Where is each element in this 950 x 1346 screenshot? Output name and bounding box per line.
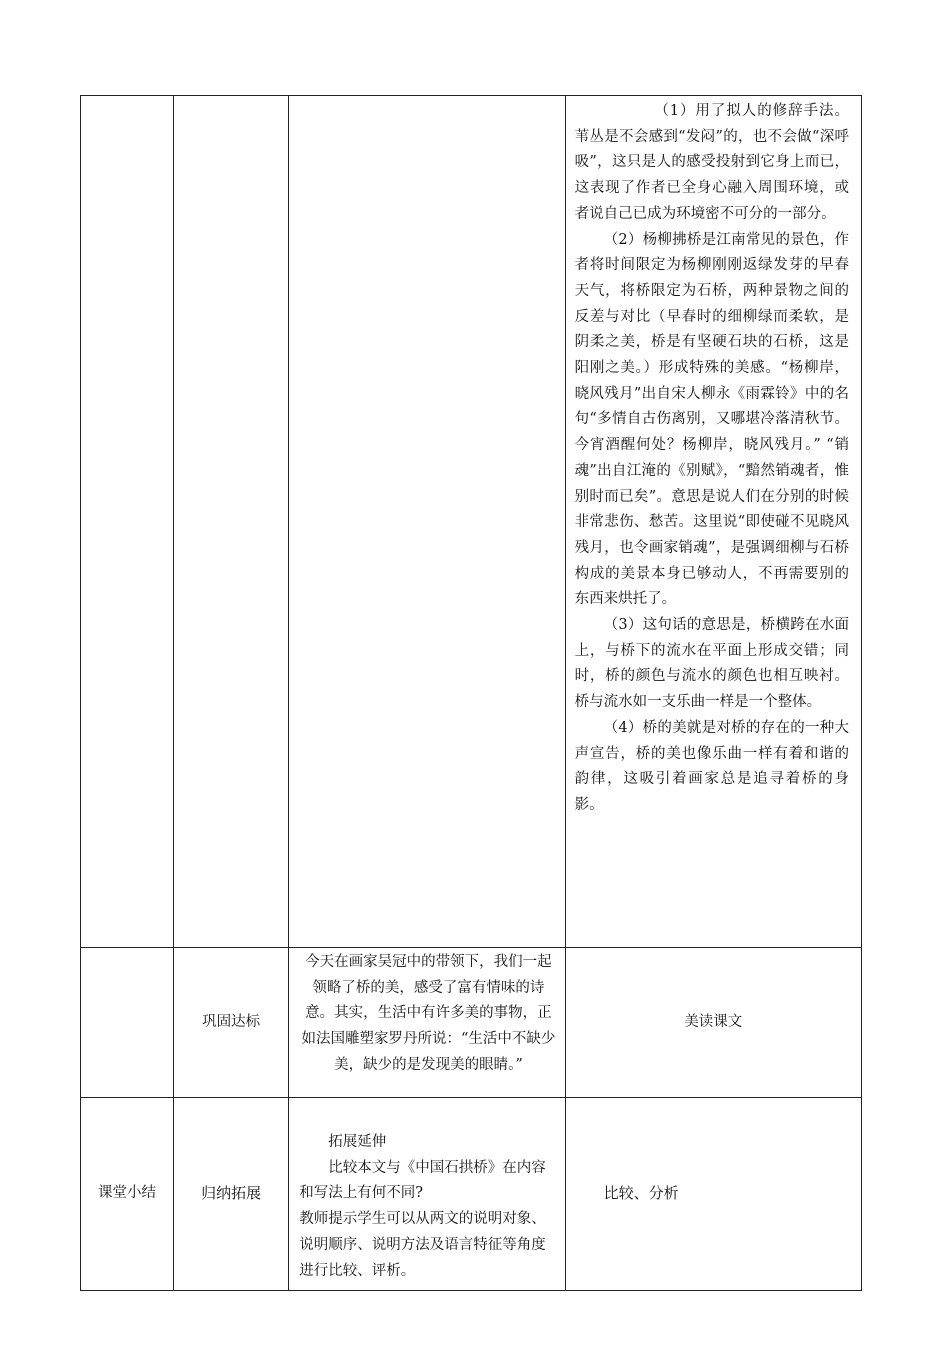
- teacher-activity-cell-empty: [289, 96, 565, 948]
- section-label-summary: 课堂小结: [81, 1098, 174, 1291]
- section-cell-empty: [81, 96, 174, 948]
- extension-question: 比较本文与《中国石拱桥》在内容和写法上有何不同?: [299, 1159, 546, 1202]
- student-activity-compare: 比较、分析: [565, 1098, 861, 1291]
- extension-title: 拓展延伸: [328, 1134, 387, 1150]
- table-row-summary: [81, 1098, 862, 1291]
- teacher-summary-text: 今天在画家吴冠中的带领下，我们一起领略了桥的美，感受了富有情味的诗意。其实，生活中有许多美的事物，正如法国雕塑家罗丹所说：“生活中不缺少美，缺少的是发现美的眼睛。”: [289, 948, 565, 1098]
- lesson-plan-table: [80, 95, 862, 1291]
- answer-2: （2）杨柳拂桥是江南常见的景色，作者将时间限定为杨柳刚刚返绿发芽的早春天气，将桥限定为石桥，两种景物之间的反差与对比（早春时的细柳绿而柔软，是阴柔之美，桥是有坚硬石块的石桥，这是阳刚之美。）形成特殊的美感。“杨柳岸，晓风残月”出自宋人柳永《雨霖铃》中的名句“多情自古伤离别，又哪堪冷落清秋节。今宵酒醒何处？杨柳岸，晓风残月。” “销魂”出自江淹的《别赋》，“黯然销魂者，惟别时而已矣”。意思是说人们在分别的时候非常悲伤、愁苦。这里说“即使碰不见晓风残月，也令画家销魂”，是强调细柳与石桥构成的美景本身已够动人，不再需要别的东西来烘托了。: [574, 231, 849, 608]
- stage-cell-empty: [174, 96, 289, 948]
- student-activity-read: 美读课文: [565, 948, 861, 1098]
- answer-1: （1）用了拟人的修辞手法。苇丛是不会感到“发闷”的，也不会做“深呼吸”，这只是人的感受投射到它身上而已，这表现了作者已全身心融入周围环境，或者说自己已成为环境密不可分的一部分。: [574, 103, 849, 222]
- stage-label-extension: 归纳拓展: [174, 1098, 289, 1291]
- table-row-consolidation: [81, 948, 862, 1098]
- answer-cell: [565, 96, 861, 948]
- table-row-answers: [81, 96, 862, 948]
- answer-4: （4）桥的美就是对桥的存在的一种大声宣告，桥的美也像乐曲一样有着和谐的韵律，这吸引着画家总是追寻着桥的身影。: [574, 719, 849, 813]
- section-cell-empty-2: [81, 948, 174, 1098]
- answer-3: （3）这句话的意思是，桥横跨在水面上，与桥下的流水在平面上形成交错；同时，桥的颜色与流水的颜色也相互映衬。桥与流水如一支乐曲一样是一个整体。: [574, 617, 849, 711]
- stage-label-consolidation: 巩固达标: [174, 948, 289, 1098]
- extension-hint: 教师提示学生可以从两文的说明对象、说明顺序、说明方法及语言特征等角度进行比较、评析。: [299, 1211, 546, 1279]
- extension-cell: [289, 1098, 565, 1291]
- lesson-plan-table-wrapper: [80, 95, 862, 1291]
